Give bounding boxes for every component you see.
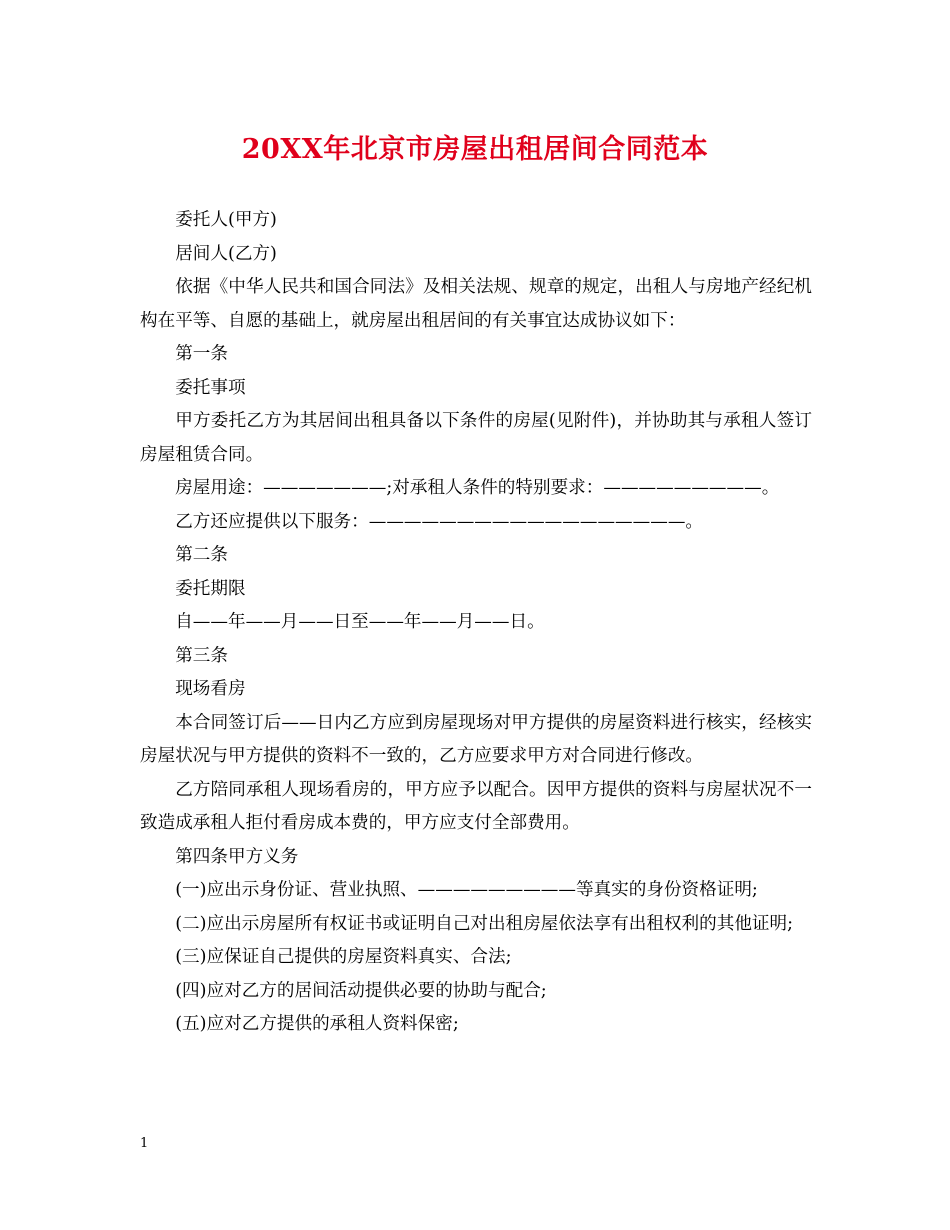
document-body	[140, 204, 812, 1042]
paragraph: (二)应出示房屋所有权证书或证明自己对出租房屋依法享有出租权利的其他证明;	[175, 913, 794, 934]
paragraph: 本合同签订后——日内乙方应到房屋现场对甲方提供的房屋资料进行核实，经核实房屋状况与甲方提供的资料不一致的，乙方应要求甲方对合同进行修改。	[140, 712, 812, 766]
paragraph: 委托人(甲方)	[175, 210, 277, 230]
paragraph: 委托期限	[175, 578, 246, 599]
paragraph: 第四条甲方义务	[175, 846, 299, 867]
paragraph: 房屋用途：———————;对承租人条件的特别要求：—————————。	[175, 478, 780, 498]
paragraph: 现场看房	[175, 679, 246, 699]
paragraph: (四)应对乙方的居间活动提供必要的协助与配合;	[175, 980, 547, 1001]
paragraph: (五)应对乙方提供的承租人资料保密;	[175, 1014, 459, 1034]
paragraph: 自——年——月——日至——年——月——日。	[175, 612, 545, 632]
paragraph: 第三条	[175, 645, 228, 666]
paragraph: 依据《中华人民共和国合同法》及相关法规、规章的规定，出租人与房地产经纪机构在平等、自愿的基础上，就房屋出租居间的有关事宜达成协议如下：	[140, 277, 812, 331]
paragraph: 乙方还应提供以下服务：——————————————————。	[175, 511, 704, 532]
paragraph: 第二条	[175, 545, 228, 565]
paragraph: 第一条	[175, 344, 228, 364]
page-number: 1	[140, 1136, 149, 1151]
document-title: 20XX年北京市房屋出租居间合同范本	[241, 134, 709, 165]
paragraph: (三)应保证自己提供的房屋资料真实、合法;	[175, 947, 512, 967]
paragraph: 甲方委托乙方为其居间出租具备以下条件的房屋(见附件)，并协助其与承租人签订房屋租赁合同。	[140, 411, 812, 465]
paragraph: 委托事项	[175, 377, 246, 398]
paragraph: 乙方陪同承租人现场看房的，甲方应予以配合。因甲方提供的资料与房屋状况不一致造成承租人拒付看房成本费的，甲方应支付全部费用。	[140, 779, 812, 833]
paragraph: 居间人(乙方)	[175, 243, 277, 264]
paragraph: (一)应出示身份证、营业执照、—————————等真实的身份资格证明;	[175, 880, 758, 900]
